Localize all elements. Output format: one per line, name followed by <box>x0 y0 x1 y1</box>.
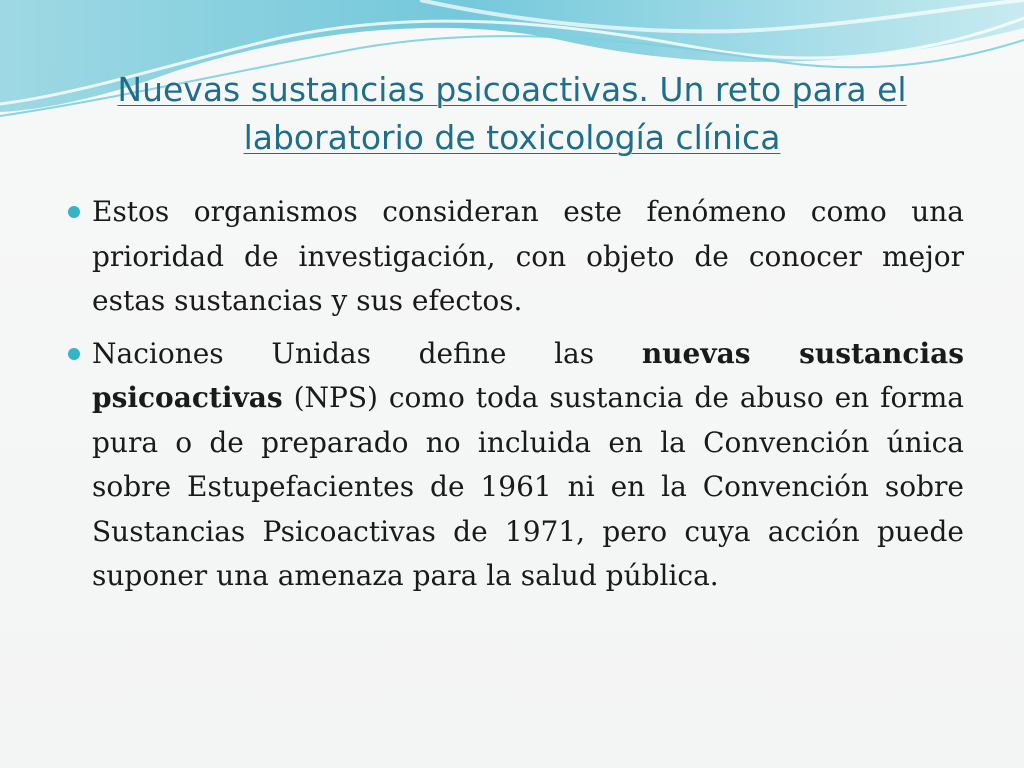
bullet-item-2-bold-term: nuevas sustancias psicoactivas <box>92 336 964 414</box>
slide-title <box>40 66 984 162</box>
bullet-item-1-text: Estos organismos consideran este fenómeno como una prioridad de investigación, con objeto de conocer mejor estas sustancias y sus efectos. <box>92 195 964 317</box>
filled-circle-bullet-icon <box>68 348 80 360</box>
slide-title-line-1: Nuevas sustancias psicoactivas. Un reto para el <box>117 70 907 109</box>
slide-title-line-2: laboratorio de toxicología clínica <box>243 118 781 157</box>
bullet-item-2 <box>62 332 964 599</box>
bullet-item-2-text-before: Naciones Unidas define las <box>92 336 642 370</box>
filled-circle-bullet-icon <box>68 206 80 218</box>
bullet-list <box>62 190 964 607</box>
bullet-item-2-text-after: (NPS) como toda sustancia de abuso en forma pura o de preparado no incluida en la Convención única sobre Estupefacientes de 1961 ni en la Convención sobre Sustancias Psicoactivas de 1971, pero cuya acción puede suponer una amenaza para la salud pública. <box>92 381 964 592</box>
bullet-item-1 <box>62 190 964 324</box>
